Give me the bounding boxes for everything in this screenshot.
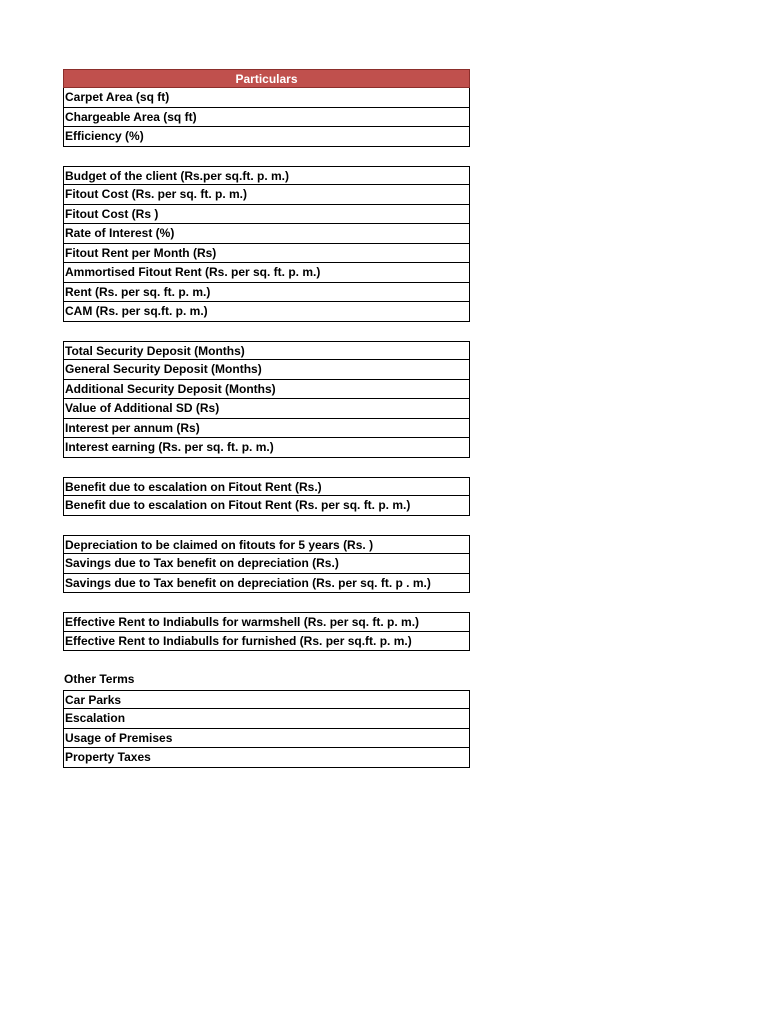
table-row: Effective Rent to Indiabulls for furnished (Rs. per sq.ft. p. m.) (63, 632, 470, 652)
spacer (63, 322, 470, 341)
table-row: Rent (Rs. per sq. ft. p. m.) (63, 283, 470, 303)
spacer (63, 651, 470, 670)
section-other-terms (63, 690, 470, 768)
table-row: Property Taxes (63, 748, 470, 768)
particulars-header: Particulars (63, 69, 470, 88)
table-row: CAM (Rs. per sq.ft. p. m.) (63, 302, 470, 322)
table-row: Usage of Premises (63, 729, 470, 749)
table-row: Fitout Cost (Rs ) (63, 205, 470, 225)
table-row: Effective Rent to Indiabulls for warmshell (Rs. per sq. ft. p. m.) (63, 612, 470, 632)
table-row: Additional Security Deposit (Months) (63, 380, 470, 400)
table-row: Car Parks (63, 690, 470, 710)
spacer (63, 516, 470, 535)
table-row: Budget of the client (Rs.per sq.ft. p. m.) (63, 166, 470, 186)
particulars-sheet (63, 69, 470, 768)
section-area (63, 88, 470, 147)
table-row: Fitout Rent per Month (Rs) (63, 244, 470, 264)
table-row: Interest earning (Rs. per sq. ft. p. m.) (63, 438, 470, 458)
table-row: Escalation (63, 709, 470, 729)
section-costs (63, 166, 470, 322)
spacer (63, 593, 470, 612)
table-row: Carpet Area (sq ft) (63, 88, 470, 108)
table-row: Efficiency (%) (63, 127, 470, 147)
table-row: Interest per annum (Rs) (63, 419, 470, 439)
other-terms-label: Other Terms (64, 672, 135, 686)
spacer (63, 147, 470, 166)
table-row: Ammortised Fitout Rent (Rs. per sq. ft. p. m.) (63, 263, 470, 283)
section-security-deposit (63, 341, 470, 458)
section-effective-rent (63, 612, 470, 651)
table-row: General Security Deposit (Months) (63, 360, 470, 380)
spacer (63, 458, 470, 477)
table-row: Total Security Deposit (Months) (63, 341, 470, 361)
table-row: Benefit due to escalation on Fitout Rent (Rs. per sq. ft. p. m.) (63, 496, 470, 516)
table-row: Chargeable Area (sq ft) (63, 108, 470, 128)
table-row: Rate of Interest (%) (63, 224, 470, 244)
section-depreciation (63, 535, 470, 594)
table-row: Benefit due to escalation on Fitout Rent (Rs.) (63, 477, 470, 497)
table-row: Depreciation to be claimed on fitouts for 5 years (Rs. ) (63, 535, 470, 555)
table-row: Fitout Cost (Rs. per sq. ft. p. m.) (63, 185, 470, 205)
section-escalation-benefit (63, 477, 470, 516)
table-row: Savings due to Tax benefit on depreciation (Rs.) (63, 554, 470, 574)
table-row: Value of Additional SD (Rs) (63, 399, 470, 419)
table-row: Savings due to Tax benefit on depreciation (Rs. per sq. ft. p . m.) (63, 574, 470, 594)
